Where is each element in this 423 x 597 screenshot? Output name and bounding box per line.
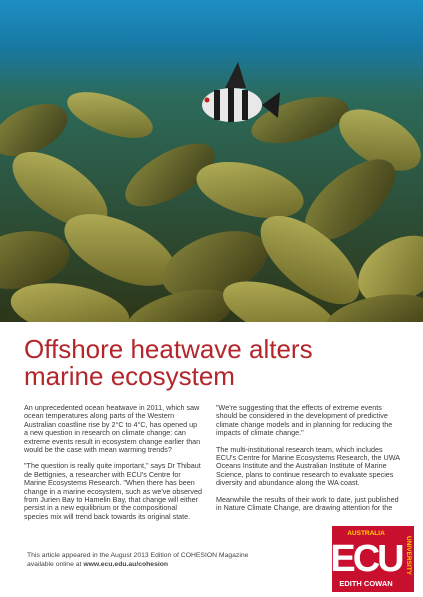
article-title-line1: Offshore heatwave alters	[24, 334, 313, 364]
footer-line-2	[27, 561, 327, 570]
article-paragraph: "We're suggesting that the effects of extreme events should be considered in the development of predictive climate change models and in planning for reducing the impacts of climate change."	[216, 403, 393, 438]
logo-side-text: UNIVERSITY	[405, 536, 412, 576]
article-title-line2: marine ecosystem	[24, 361, 235, 391]
footer-prefix: available online at	[27, 560, 82, 568]
article-paragraph: "The question is really quite important," says Dr Thibaut de Bettignies, a researcher with ECU's Centre for Marine Ecosystems Research. "When there has been change in a marine ecosystem, such as we've observed from Jurien Bay to Hamelin Bay, that change will either persist in a new equilibrium or the compositional species mix will trend back towards its original state.	[24, 461, 202, 521]
article-paragraph: The multi-institutional research team, which includes ECU's Centre for Marine Ecosystems Research, the UWA Oceans Institute and the Australian Institute of Marine Science, plans to continue research to evaluate species diversity and abundance along the WA coast.	[216, 444, 400, 488]
ecu-logo-mark	[332, 526, 414, 592]
logo-bottom-text: EDITH COWAN	[339, 579, 393, 588]
article-title	[24, 336, 404, 390]
logo-top-text: AUSTRALIA	[347, 530, 385, 537]
article-paragraph: An unprecedented ocean heatwave in 2011, which saw ocean temperatures along parts of the Western Australian coastline rise by 2°C to 4°C, has opened up a new question in research on climate change: can extreme events result in ecosystem change earlier than would be the case with mean warming trends?	[24, 403, 201, 455]
footer-line: This article appeared in the August 2013 Edition of COHESION Magazine	[27, 552, 249, 559]
article-paragraph: Meanwhile the results of their work to date, just published in Nature Climate Change, are drawing attention for the	[216, 494, 399, 513]
logo-letters: ECU	[332, 538, 402, 580]
article-column-left	[24, 404, 202, 529]
article-column-right	[216, 404, 402, 520]
publication-footer	[27, 552, 327, 569]
ecu-logo	[332, 526, 414, 592]
cohesion-link[interactable]: www.ecu.edu.au/cohesion	[83, 560, 169, 568]
